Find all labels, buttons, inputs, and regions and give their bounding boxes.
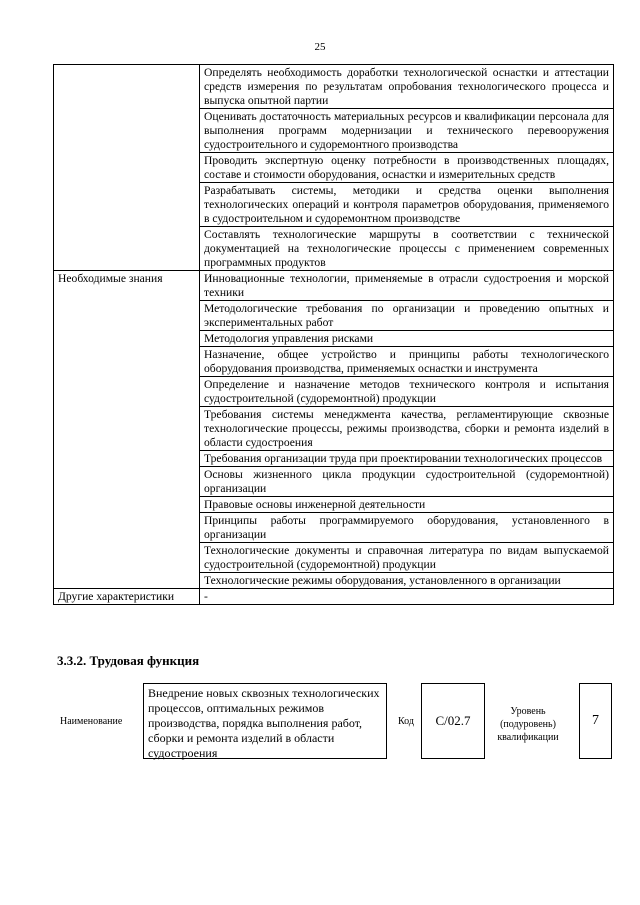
row-content: Методологические требования по организации и проведению опытных и экспериментальных работ — [200, 301, 614, 331]
level-value-box: 7 — [579, 683, 612, 759]
code-value-box: C/02.7 — [421, 683, 485, 759]
row-content: Составлять технологические маршруты в соответствии с технической документацией на технологические процессы с применением современных программных продуктов — [200, 227, 614, 271]
row-content: Требования организации труда при проектировании технологических процессов — [200, 451, 614, 467]
row-label — [54, 65, 200, 271]
row-content: Технологические режимы оборудования, установленного в организации — [200, 573, 614, 589]
row-content: Оценивать достаточность материальных ресурсов и квалификации персонала для выполнения программ модернизации и технического перевооружения судостроительного и судоремонтного производства — [200, 109, 614, 153]
table-row — [54, 65, 614, 109]
table-row — [54, 589, 614, 605]
page-number: 25 — [314, 41, 326, 53]
row-content: Методология управления рисками — [200, 331, 614, 347]
name-value-box: Внедрение новых сквозных технологических процессов, оптимальных режимов производства, порядка выполнения работ, сборки и ремонта изделий в области судостроения — [143, 683, 387, 759]
section-title: 3.3.2. Трудовая функция — [57, 653, 200, 668]
code-label: Код — [398, 716, 414, 727]
table-row — [54, 271, 614, 301]
row-content: Основы жизненного цикла продукции судостроительной (судоремонтной) организации — [200, 467, 614, 497]
row-content: Правовые основы инженерной деятельности — [200, 497, 614, 513]
row-content: Требования системы менеджмента качества, регламентирующие сквозные технологические процессы, режимы производства, сборки и ремонта изделий в области судостроения — [200, 407, 614, 451]
row-label-other: Другие характеристики — [54, 589, 200, 605]
row-content: Технологические документы и справочная литература по видам выпускаемой судостроительной (судоремонтной) продукции — [200, 543, 614, 573]
row-content: Разрабатывать системы, методики и средства оценки выполнения технологических операций и контроля параметров оборудования, применяемого в судостроительном и судоремонтном производстве — [200, 183, 614, 227]
knowledge-skills-table — [53, 64, 614, 605]
row-content: Определение и назначение методов технического контроля и испытания судостроительной (судоремонтной) продукции — [200, 377, 614, 407]
row-content: Инновационные технологии, применяемые в отрасли судостроения и морской техники — [200, 271, 614, 301]
row-content: Проводить экспертную оценку потребности в производственных площадях, составе и стоимости оборудования, оснастки и измерительных средств — [200, 153, 614, 183]
row-content: - — [200, 589, 614, 605]
row-content: Принципы работы программируемого оборудования, установленного в организации — [200, 513, 614, 543]
row-content: Назначение, общее устройство и принципы работы технологического оборудования производства, применяемых оснастки и инструмента — [200, 347, 614, 377]
level-label: Уровень (подуровень) квалификации — [497, 706, 559, 743]
row-content: Определять необходимость доработки технологической оснастки и аттестации средств измерения по результатам опробования технологического процесса и выпуска опытной партии — [200, 65, 614, 109]
row-label-knowledge: Необходимые знания — [54, 271, 200, 589]
name-label: Наименование — [60, 716, 123, 727]
